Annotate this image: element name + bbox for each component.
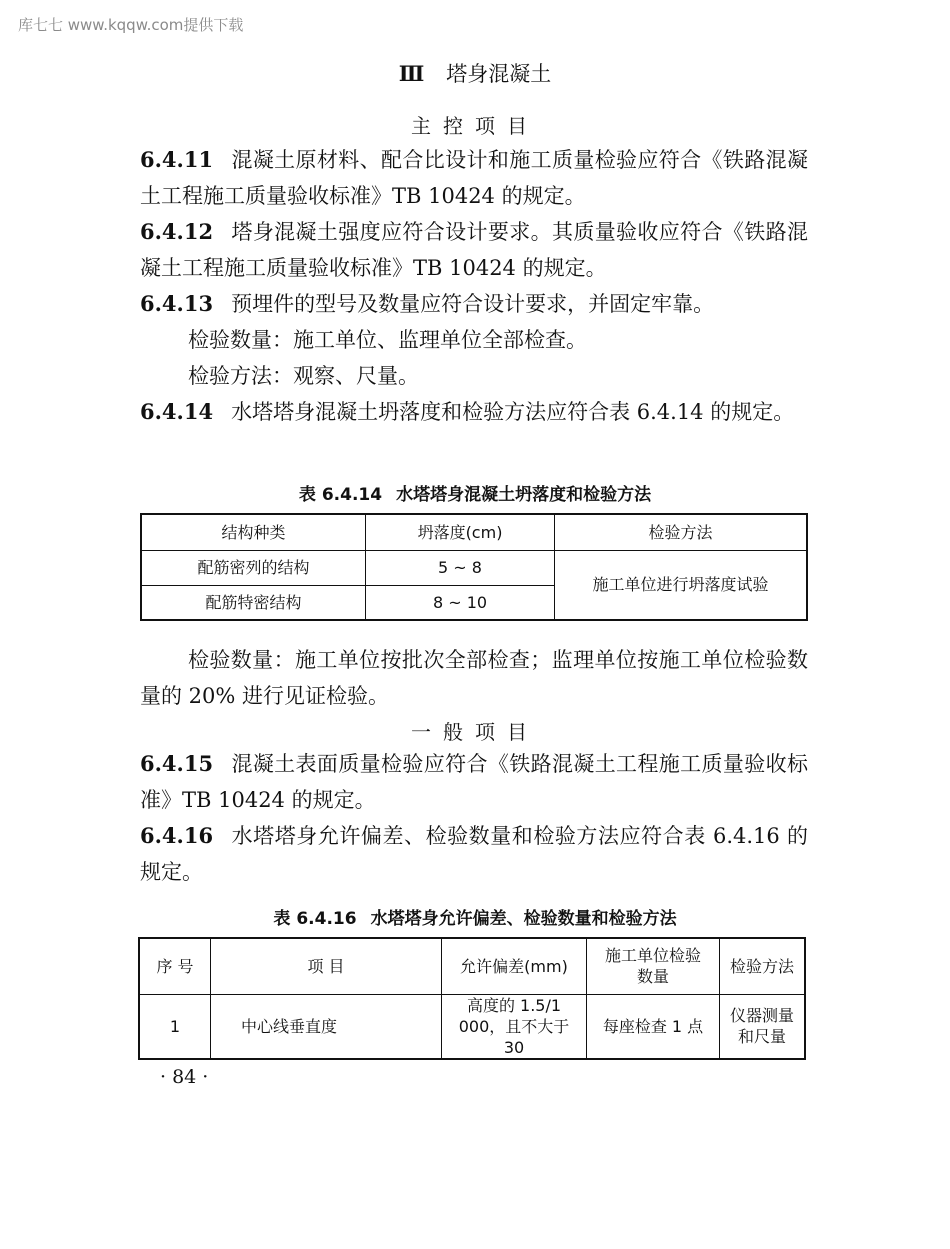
clause-code: 6.4.11 xyxy=(140,147,214,172)
table-6-4-16 xyxy=(138,937,806,1060)
table-header-cell: 允许偏差(mm) xyxy=(442,938,587,994)
clause-text: 水塔塔身允许偏差、检验数量和检验方法应符合表 6.4.16 的规定。 xyxy=(140,824,808,884)
table-cell: 每座检查 1 点 xyxy=(587,994,720,1059)
clause-code: 6.4.16 xyxy=(140,823,214,848)
table-header-row xyxy=(139,938,805,994)
table-cell: 5 ~ 8 xyxy=(366,550,555,585)
table-title-text: 水塔塔身混凝土坍落度和检验方法 xyxy=(396,485,652,505)
clause-text: 塔身混凝土强度应符合设计要求。其质量验收应符合《铁路混凝土工程施工质量验收标准》TB 10424 的规定。 xyxy=(140,220,808,280)
clause-code: 6.4.13 xyxy=(140,291,214,316)
table-header-cell: 坍落度(cm) xyxy=(366,514,555,550)
clause-6-4-13-method: 检验方法：观察、尺量。 xyxy=(188,364,419,388)
table-cell: 中心线垂直度 xyxy=(211,994,442,1059)
table-cell: 配筋特密结构 xyxy=(141,585,366,620)
table-6-4-14-title xyxy=(0,480,950,505)
page-number: · 84 · xyxy=(160,1066,209,1088)
section-title-text: 塔身混凝土 xyxy=(446,62,552,86)
section-title xyxy=(0,58,950,88)
table-cell: 仪器测量和尺量 xyxy=(720,994,806,1059)
clause-text: 混凝土表面质量检验应符合《铁路混凝土工程施工质量验收标准》TB 10424 的规定。 xyxy=(140,752,808,812)
table-cell: 配筋密列的结构 xyxy=(141,550,366,585)
clause-code: 6.4.12 xyxy=(140,219,214,244)
clause-6-4-16 xyxy=(140,818,808,890)
clause-text: 混凝土原材料、配合比设计和施工质量检验应符合《铁路混凝土工程施工质量验收标准》TB 10424 的规定。 xyxy=(140,148,808,208)
clause-6-4-13-quantity: 检验数量：施工单位、监理单位全部检查。 xyxy=(188,328,587,352)
clause-code: 6.4.15 xyxy=(140,751,214,776)
table-cell: 8 ~ 10 xyxy=(366,585,555,620)
table-row xyxy=(141,550,807,585)
clause-6-4-14-quantity: 检验数量：施工单位按批次全部检查；监理单位按施工单位检验数量的 20% 进行见证检验。 xyxy=(140,648,808,708)
clause-text: 预埋件的型号及数量应符合设计要求，并固定牢靠。 xyxy=(231,292,715,316)
table-header-cell: 结构种类 xyxy=(141,514,366,550)
clause-code: 6.4.14 xyxy=(140,399,214,424)
table-header-cell: 序 号 xyxy=(139,938,211,994)
main-items-heading: 主控项目 xyxy=(411,114,539,138)
table-header-cell: 施工单位检验数量 xyxy=(587,938,720,994)
general-items-heading: 一般项目 xyxy=(411,720,539,744)
table-6-4-14 xyxy=(140,513,808,621)
table-code: 表 6.4.16 xyxy=(273,909,357,929)
table-header-row xyxy=(141,514,807,550)
clause-6-4-12 xyxy=(140,214,808,286)
section-number: Ⅲ xyxy=(398,61,425,86)
clause-6-4-11 xyxy=(140,142,808,214)
table-header-cell: 检验方法 xyxy=(720,938,806,994)
watermark: 库七七 www.kqqw.com提供下载 xyxy=(18,16,244,34)
table-title-text: 水塔塔身允许偏差、检验数量和检验方法 xyxy=(370,909,677,929)
clause-6-4-15 xyxy=(140,746,808,818)
table-cell: 高度的 1.5/1 000，且不大于 30 xyxy=(442,994,587,1059)
clause-text: 水塔塔身混凝土坍落度和检验方法应符合表 6.4.14 的规定。 xyxy=(231,400,795,424)
clause-6-4-13 xyxy=(140,286,808,322)
table-cell-merged-method: 施工单位进行坍落度试验 xyxy=(555,550,808,620)
table-header-cell: 项 目 xyxy=(211,938,442,994)
table-cell: 1 xyxy=(139,994,211,1059)
table-row xyxy=(139,994,805,1059)
table-6-4-16-title xyxy=(0,904,950,929)
clause-6-4-14 xyxy=(140,394,808,430)
table-code: 表 6.4.14 xyxy=(298,485,383,505)
table-header-cell: 检验方法 xyxy=(555,514,808,550)
